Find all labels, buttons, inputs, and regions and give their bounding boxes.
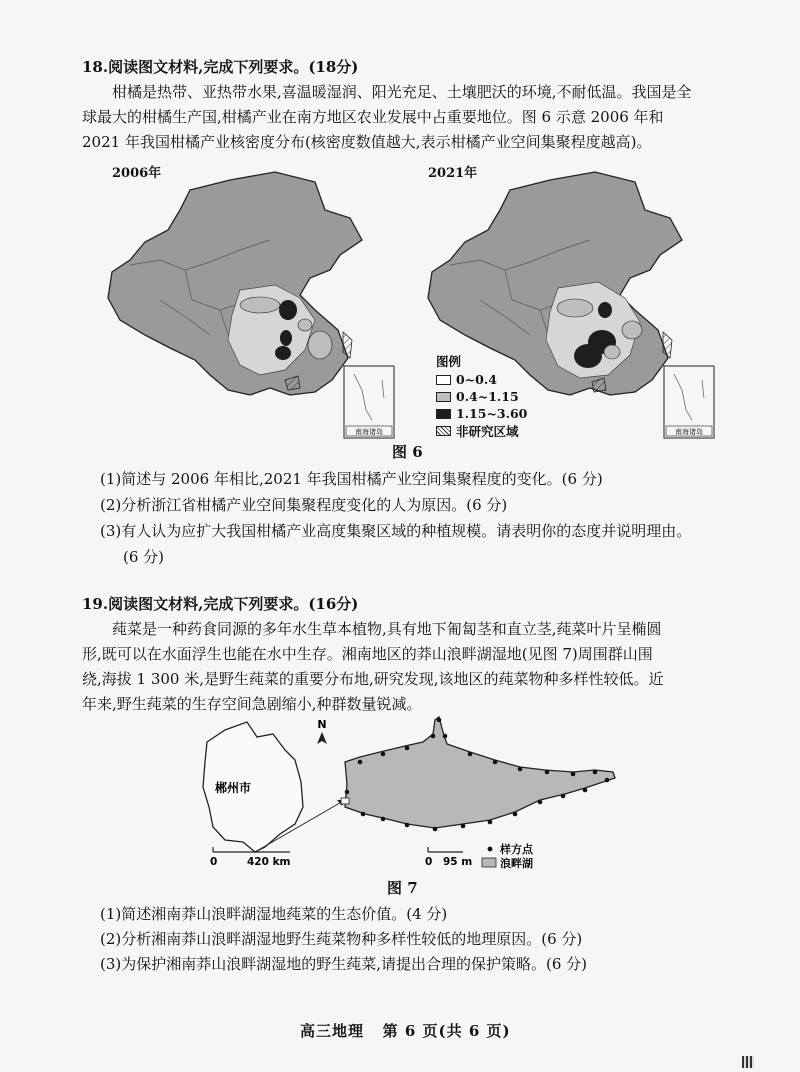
legend-item-non-study: 非研究区域: [436, 422, 527, 439]
legend-item-high: 1.15~3.60: [436, 405, 527, 422]
q18-paragraph-line-3: 2021 年我国柑橘产业核密度分布(核密度数值越大,表示柑橘产业空间集聚程度越高)。: [82, 133, 652, 151]
legend-sample-point-label: 样方点: [500, 843, 533, 856]
north-label: N: [317, 718, 327, 731]
scale-left-zero: 0: [210, 856, 218, 868]
q19-sub-question-3: (3)为保护湘南莽山浪畔湖湿地的野生莼菜,请提出合理的保护策略。(6 分): [100, 955, 588, 973]
q18-sub-question-3-line-1: (3)有人认为应扩大我国柑橘产业高度集聚区域的种植规模。请表明你的态度并说明理由。: [100, 522, 692, 540]
figure7-caption: 图 7: [387, 879, 418, 897]
scale-right-zero: 0: [425, 856, 433, 868]
figure7-wetland-map: [195, 712, 655, 877]
q19-paragraph-line-2: 形,既可以在水面浮生也能在水中生存。湘南地区的莽山浪畔湖湿地(见图 7)周围群山围: [82, 645, 653, 663]
legend-item-medium: 0.4~1.15: [436, 388, 527, 405]
q19-paragraph-line-3: 绕,海拔 1 300 米,是野生莼菜的重要分布地,研究发现,该地区的莼菜物种多样性较低。近: [82, 670, 664, 688]
q18-sub-question-2: (2)分析浙江省柑橘产业空间集聚程度变化的人为原因。(6 分): [100, 496, 508, 514]
q18-sub-question-3-line-2: (6 分): [123, 548, 165, 566]
inset-label-2021: 南海诸岛: [675, 428, 703, 436]
legend-item-low: 0~0.4: [436, 371, 527, 388]
north-arrow-icon: [317, 732, 327, 744]
q18-paragraph-line-1: 柑橘是热带、亚热带水果,喜温暖湿润、阳光充足、土壤肥沃的环境,不耐低温。我国是全: [112, 83, 692, 101]
legend-lake-label: 浪畔湖: [500, 857, 533, 870]
scale-right-value: 95 m: [443, 856, 473, 868]
legend-swatch-low: [436, 375, 451, 385]
figure6-legend: [436, 352, 527, 439]
q19-sub-question-1: (1)简述湘南莽山浪畔湖湿地莼菜的生态价值。(4 分): [100, 905, 448, 923]
figure6-caption: 图 6: [392, 443, 423, 461]
q18-sub-question-1: (1)简述与 2006 年相比,2021 年我国柑橘产业空间集聚程度的变化。(6 分): [100, 470, 603, 488]
map-2021-year-label: 2021年: [428, 166, 478, 181]
scale-left-value: 420 km: [247, 856, 291, 868]
legend-lake-swatch: [482, 858, 496, 867]
page-footer: 高三地理 第 6 页(共 6 页): [300, 1022, 511, 1040]
legend-swatch-hatch: [436, 426, 451, 436]
q19-heading: 19.阅读图文材料,完成下列要求。(16分): [82, 595, 359, 613]
qr-code-icon: [742, 1056, 754, 1068]
inset-label-2006: 南海诸岛: [355, 428, 383, 436]
map-2006-year-label: 2006年: [112, 166, 162, 181]
q19-sub-question-2: (2)分析湘南莽山浪畔湖湿地野生莼菜物种多样性较低的地理原因。(6 分): [100, 930, 583, 948]
legend-title: 图例: [436, 353, 462, 369]
legend-swatch-high: [436, 409, 451, 419]
q19-paragraph-line-4: 年来,野生莼菜的生存空间急剧缩小,种群数量锐减。: [82, 695, 422, 713]
q18-paragraph-line-2: 球最大的柑橘生产国,柑橘产业在南方地区农业发展中占重要地位。图 6 示意 2006 年和: [82, 108, 664, 126]
q18-heading: 18.阅读图文材料,完成下列要求。(18分): [82, 58, 359, 76]
legend-swatch-medium: [436, 392, 451, 402]
legend-sample-point-icon: [488, 847, 493, 852]
chenzhou-label: 郴州市: [215, 781, 252, 795]
china-map-2006: [100, 170, 400, 445]
q19-paragraph-line-1: 莼菜是一种药食同源的多年水生草本植物,具有地下匍匐茎和直立茎,莼菜叶片呈椭圆: [112, 620, 662, 638]
